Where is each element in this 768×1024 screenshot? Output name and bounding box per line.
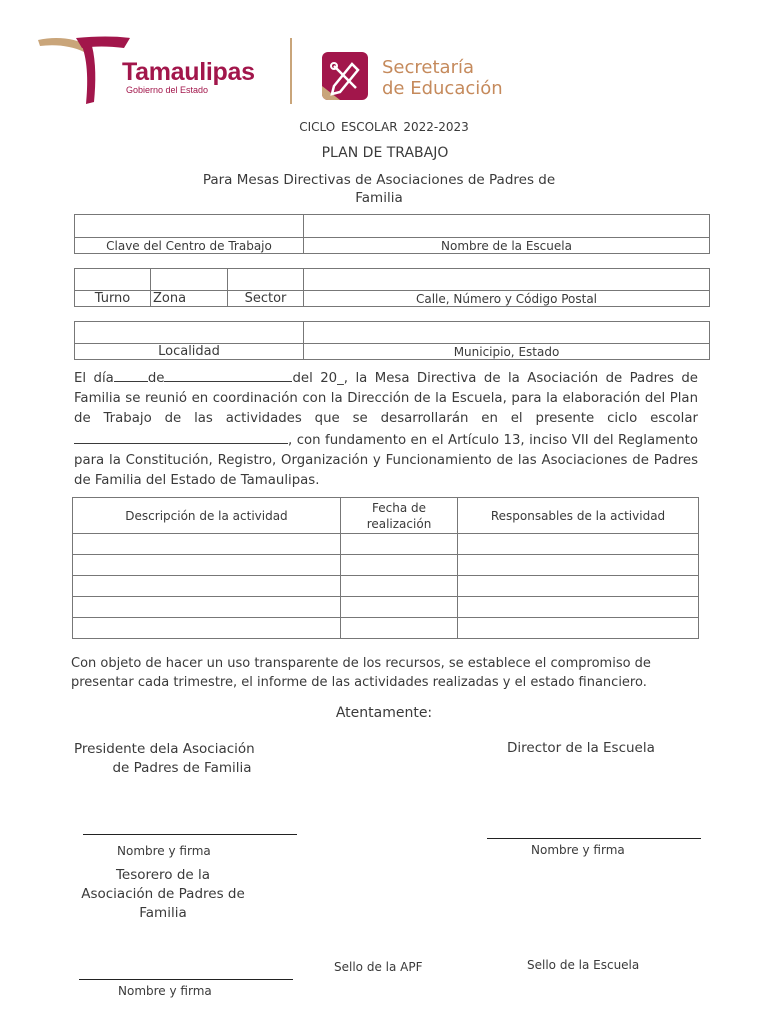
table-row (73, 555, 699, 576)
localidad-label: Localidad (75, 344, 304, 360)
clave-escuela-table (74, 214, 710, 254)
gov-name: Tamaulipas (122, 58, 255, 86)
descripcion-cell[interactable] (73, 576, 341, 597)
sello-apf: Sello de la APF (334, 960, 423, 974)
clave-field[interactable] (75, 215, 304, 238)
descripcion-cell[interactable] (73, 618, 341, 639)
tesorero-line2: Asociación de Padres de (81, 886, 245, 902)
col-fecha (341, 498, 458, 534)
presidente-signature-line[interactable] (83, 834, 297, 835)
clave-label: Clave del Centro de Trabajo (75, 238, 304, 254)
tesorero-line3: Familia (139, 905, 187, 921)
responsables-cell[interactable] (458, 618, 699, 639)
municipio-field[interactable] (304, 322, 710, 344)
paragraph-text-3: del 20_, la Mesa Directiva de la Asociación de Padres de Familia se reunió en coordinación con la Dirección de la Escuela, para la elaboración del Plan de Trabajo de las actividades que se desarrollarán en el presente ciclo escolar (74, 371, 698, 426)
zona-label: Zona (151, 291, 228, 307)
col-descripcion: Descripción de la actividad (73, 498, 341, 534)
responsables-cell[interactable] (458, 576, 699, 597)
secretaria-line1: Secretaría (382, 57, 474, 78)
turno-zona-sector-table (74, 268, 710, 307)
sector-field[interactable] (228, 269, 304, 291)
col-fecha-line1: Fecha de (372, 500, 426, 515)
gov-subtitle: Gobierno del Estado (126, 85, 209, 95)
paragraph-text-1: El día (74, 371, 114, 386)
ciclo-blank[interactable] (74, 429, 288, 444)
presidente-title (62, 740, 262, 778)
secretaria-line2: de Educación (382, 78, 503, 99)
nombre-firma-presidente: Nombre y firma (117, 844, 211, 858)
sello-escuela: Sello de la Escuela (527, 958, 640, 972)
calle-field[interactable] (304, 269, 710, 291)
nombre-escuela-field[interactable] (304, 215, 710, 238)
table-row (73, 576, 699, 597)
fecha-cell[interactable] (341, 534, 458, 555)
fecha-cell[interactable] (341, 555, 458, 576)
calle-label: Calle, Número y Código Postal (304, 291, 710, 307)
mes-blank[interactable] (164, 367, 292, 382)
zona-field[interactable] (151, 269, 228, 291)
acta-paragraph (74, 367, 698, 491)
presidente-line2: de Padres de Familia (112, 760, 252, 776)
plan-de-trabajo-title: PLAN DE TRABAJO (321, 145, 449, 161)
fecha-cell[interactable] (341, 576, 458, 597)
col-responsables: Responsables de la actividad (458, 498, 699, 534)
activities-table (72, 497, 699, 639)
tamaulipas-emblem-icon (36, 34, 132, 106)
sector-label: Sector (228, 291, 304, 307)
commitment-line2: presentar cada trimestre, el informe de las actividades realizadas y el estado financiero. (71, 675, 647, 690)
responsables-cell[interactable] (458, 534, 699, 555)
director-title: Director de la Escuela (507, 740, 655, 756)
localidad-field[interactable] (75, 322, 304, 344)
responsables-cell[interactable] (458, 597, 699, 618)
turno-field[interactable] (75, 269, 151, 291)
tamaulipas-logo (36, 34, 276, 106)
table-row (73, 534, 699, 555)
subtitle-line1: Para Mesas Directivas de Asociaciones de Padres de (202, 172, 556, 188)
dia-blank[interactable] (114, 367, 148, 382)
descripcion-cell[interactable] (73, 534, 341, 555)
commitment-line1: Con objeto de hacer un uso transparente de los recursos, se establece el compromiso de (71, 656, 651, 671)
pencil-ruler-emblem-icon (320, 50, 370, 102)
nombre-firma-director: Nombre y firma (531, 843, 625, 857)
col-fecha-line2: realización (366, 516, 432, 531)
tesorero-signature-line[interactable] (79, 979, 293, 980)
activities-header-row (73, 498, 699, 534)
fecha-cell[interactable] (341, 618, 458, 639)
fecha-cell[interactable] (341, 597, 458, 618)
tesorero-line1: Tesorero de la (115, 867, 211, 883)
presidente-line1: Presidente dela Asociación (74, 741, 255, 757)
municipio-label: Municipio, Estado (304, 344, 710, 360)
secretaria-logo (320, 50, 520, 106)
nombre-escuela-label: Nombre de la Escuela (304, 238, 710, 254)
ciclo-escolar: CICLO ESCOLAR 2022-2023 (299, 120, 469, 134)
tesorero-title (63, 866, 263, 923)
table-row (73, 597, 699, 618)
header-divider (290, 38, 292, 104)
atentamente: Atentamente: (335, 705, 433, 721)
localidad-municipio-table (74, 321, 710, 360)
nombre-firma-tesorero: Nombre y firma (118, 984, 212, 998)
director-signature-line[interactable] (487, 838, 701, 839)
turno-label: Turno (75, 291, 151, 307)
paragraph-text-4: , con fundamento en el Artículo 13, inciso VII del Reglamento para la Constitución, Registro, Organización y Funcionamiento de las Asociaciones de Padres de Familia del Estado de Tamaulipas. (74, 433, 698, 488)
descripcion-cell[interactable] (73, 597, 341, 618)
descripcion-cell[interactable] (73, 555, 341, 576)
paragraph-text-2: de (147, 371, 165, 386)
subtitle-line2: Familia (355, 190, 403, 206)
table-row (73, 618, 699, 639)
responsables-cell[interactable] (458, 555, 699, 576)
